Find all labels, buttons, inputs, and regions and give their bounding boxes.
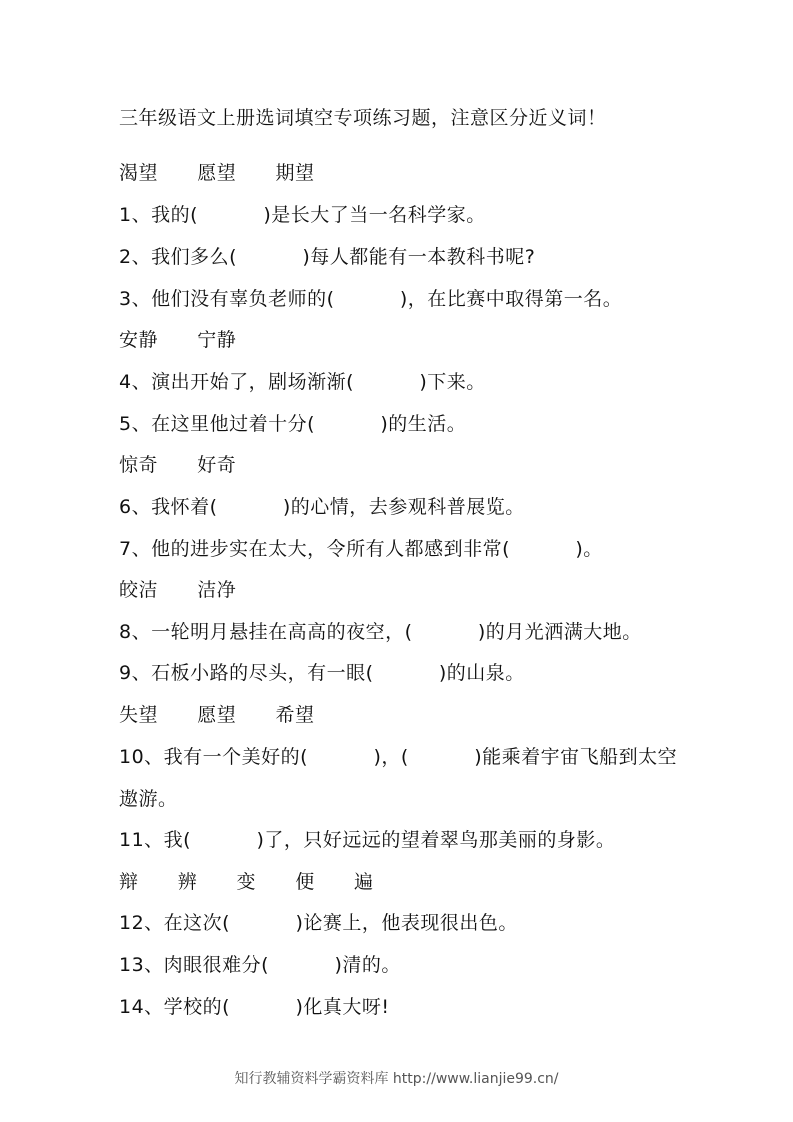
question-7: 7、他的进步实在太大，令所有人都感到非常( )。 xyxy=(119,538,603,560)
question-12: 12、在这次( )论赛上，他表现很出色。 xyxy=(119,912,518,934)
question-3: 3、他们没有辜负老师的( )，在比赛中取得第一名。 xyxy=(119,288,623,310)
question-14: 14、学校的( )化真大呀! xyxy=(119,996,390,1018)
question-5: 5、在这里他过着十分( )的生活。 xyxy=(119,413,467,435)
question-9: 9、石板小路的尽头，有一眼( )的山泉。 xyxy=(119,662,525,684)
question-11: 11、我( )了，只好远远的望着翠鸟那美丽的身影。 xyxy=(119,829,616,851)
question-8: 8、一轮明月悬挂在高高的夜空，( )的月光洒满大地。 xyxy=(119,621,642,643)
question-1: 1、我的( )是长大了当一名科学家。 xyxy=(119,204,486,226)
question-13: 13、肉眼很难分( )清的。 xyxy=(119,954,401,976)
question-4: 4、演出开始了，剧场渐渐( )下来。 xyxy=(119,371,486,393)
word-group-1: 渴望 愿望 期望 xyxy=(119,162,315,184)
question-6: 6、我怀着( )的心情，去参观科普展览。 xyxy=(119,496,525,518)
question-10-continued: 遨游。 xyxy=(119,788,178,810)
word-group-3: 惊奇 好奇 xyxy=(119,454,237,476)
word-group-2: 安静 宁静 xyxy=(119,329,237,351)
question-2: 2、我们多么( )每人都能有一本教科书呢? xyxy=(119,246,536,268)
word-group-6: 辩 辨 变 便 遍 xyxy=(119,871,374,893)
word-group-5: 失望 愿望 希望 xyxy=(119,704,315,726)
footer-source: 知行教辅资料学霸资料库 http://www.lianjie99.cn/ xyxy=(234,1071,559,1087)
document-title: 三年级语文上册选词填空专项练习题，注意区分近义词！ xyxy=(119,107,607,129)
question-10: 10、我有一个美好的( )，( )能乘着宇宙飞船到太空 xyxy=(119,746,678,768)
word-group-4: 皎洁 洁净 xyxy=(119,579,237,601)
